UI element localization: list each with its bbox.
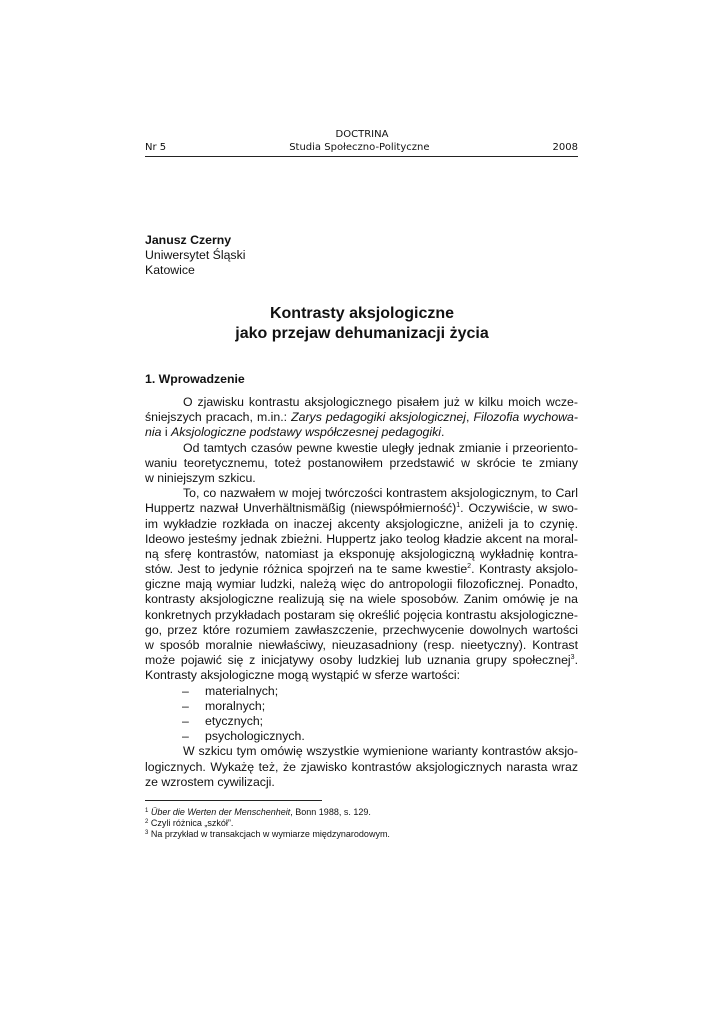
paragraph-line: To, co nazwałem w mojej twórczości kontrastem aksjologicznym, to Carl: [183, 486, 578, 501]
dash-bullet: –: [182, 729, 189, 744]
author-affiliation: Uniwersytet Śląski: [145, 248, 246, 262]
footnote-number: 1: [145, 808, 149, 814]
paragraph-line: ną sferę kontrastów, natomiast ja eksponuję aksjologiczną wykładnię kontra-: [145, 546, 578, 561]
book-title: Filozofia wychowa-: [473, 410, 578, 425]
paragraph-line: Ideowo jesteśmy jednak zbieżni. Huppertz jako teolog kładzie akcent na moral-: [145, 531, 578, 546]
paragraph-line: W szkicu tym omówię wszystkie wymienione warianty kontrastów aksjo-: [183, 744, 578, 759]
text-run: .: [574, 653, 578, 668]
list-item-text: etycznych;: [205, 713, 264, 728]
paragraph-line: w sposób moralnie niewłaściwy, nieuzasadniony (resp. nieetyczny). Kontrast: [145, 638, 578, 652]
paragraph-line: [145, 501, 578, 516]
text-run: może pojawić się z inicjatywy osoby ludzkiej lub uznania grupy społecznej: [145, 653, 571, 668]
list-item: [145, 684, 578, 699]
list-item: [145, 699, 578, 714]
footnotes: [145, 807, 390, 840]
header-rule: [145, 156, 578, 157]
dash-bullet: –: [182, 683, 189, 698]
paragraph-line: [145, 410, 578, 425]
paragraph-line: w niniejszym szkicu.: [145, 470, 256, 485]
text-run: i: [161, 425, 171, 440]
paragraph-line: Kontrasty aksjologiczne mogą wystąpić w sferze wartości:: [145, 668, 461, 683]
book-title: Zarys pedagogiki aksjologicznej: [291, 410, 466, 425]
footnote-italic: Über die Werten der Menschenheit: [150, 807, 291, 817]
footnote-text: Na przykład w transakcjach w wymiarze międzynarodowym.: [150, 829, 390, 839]
section-heading: 1. Wprowadzenie: [145, 372, 245, 386]
paragraph-line: waniu teoretycznemu, toteż postanowiłem przedstawić w skrócie te zmiany: [145, 455, 578, 470]
footnote-number: 2: [145, 819, 149, 825]
journal-subtitle: Studia Społeczno-Polityczne: [289, 142, 430, 153]
paragraph-line: im wykładzie rozkłada on inaczej akcenty aksjologiczne, aniżeli ja to czynię.: [145, 516, 578, 531]
footnote: [145, 829, 390, 840]
footnote-text: Czyli różnica „szkół”.: [150, 818, 234, 828]
paragraph-line: Od tamtych czasów pewne kwestie uległy jednak zmianie i przeoriento-: [183, 440, 578, 455]
text-run: .: [441, 425, 445, 440]
article-title: [0, 304, 724, 344]
journal-name: DOCTRINA: [335, 129, 389, 140]
paragraph-line: [145, 653, 578, 668]
footnote: [145, 807, 390, 818]
list-item-text: psychologicznych.: [205, 729, 305, 744]
list-item: [145, 729, 578, 744]
publication-year: 2008: [552, 142, 578, 153]
list-item-text: moralnych;: [205, 698, 266, 713]
dash-bullet: –: [182, 698, 189, 713]
book-title: nia: [145, 425, 162, 440]
text-run: stów. Jest to jedynie różnica spojrzeń na te same kwestie: [145, 562, 468, 577]
footnote: [145, 818, 390, 829]
footnote-text: , Bonn 1988, s. 129.: [290, 807, 371, 817]
title-line-2: jako przejaw dehumanizacji życia: [235, 325, 489, 342]
footnote-ref[interactable]: 1: [456, 502, 461, 510]
paragraph-line: konkretnych przykładach postaram się określić pojęcia kontrastu aksjologiczne-: [145, 607, 578, 622]
author-block: [145, 233, 245, 278]
paragraph-line: giczne mają wymiar ludzki, należą więc do antropologii filozoficznej. Ponadto,: [145, 577, 578, 592]
footnote-ref[interactable]: 2: [467, 563, 472, 571]
text-run: . Oczywiście, w swo-: [460, 501, 578, 516]
author-city: Katowice: [145, 263, 195, 277]
paragraph-line: kontrasty aksjologiczne realizują się na wiele sposobów. Zanim omówię je na: [145, 592, 578, 607]
list-item: [145, 714, 578, 729]
issue-number: Nr 5: [145, 142, 167, 153]
text-run: . Kontrasty aksjolo-: [471, 562, 578, 577]
paragraph-line: logicznych. Wykażę też, że zjawisko kontrastów aksjologicznych narasta wraz: [145, 759, 578, 774]
author-name: Janusz Czerny: [145, 233, 232, 247]
paragraph-line: [145, 425, 578, 440]
footnote-ref[interactable]: 3: [570, 654, 575, 662]
text-run: ,: [466, 410, 474, 425]
paragraph-line: O zjawisku kontrastu aksjologicznego pisałem już w kilku moich wcze-: [183, 395, 578, 409]
text-run: śniejszych pracach, m.in.:: [145, 410, 292, 425]
text-run: Huppertz nazwał Unverhältnismäßig (niewspółmierność): [145, 501, 457, 516]
dash-bullet: –: [182, 713, 189, 728]
list-item-text: materialnych;: [205, 683, 279, 698]
footnote-separator: [145, 800, 322, 801]
paragraph-line: [145, 562, 578, 577]
title-line-1: Kontrasty aksjologiczne: [269, 305, 455, 322]
running-header: [145, 142, 578, 153]
paragraph-line: go, przez które rozumiem zawłaszczenie, przechwycenie dowolnych wartości: [145, 622, 578, 637]
footnote-number: 3: [145, 830, 149, 836]
paragraph-line: ze wzrostem cywilizacji.: [145, 774, 275, 789]
book-title: Aksjologiczne podstawy współczesnej pedagogiki: [171, 425, 442, 440]
article-body: [145, 395, 578, 790]
